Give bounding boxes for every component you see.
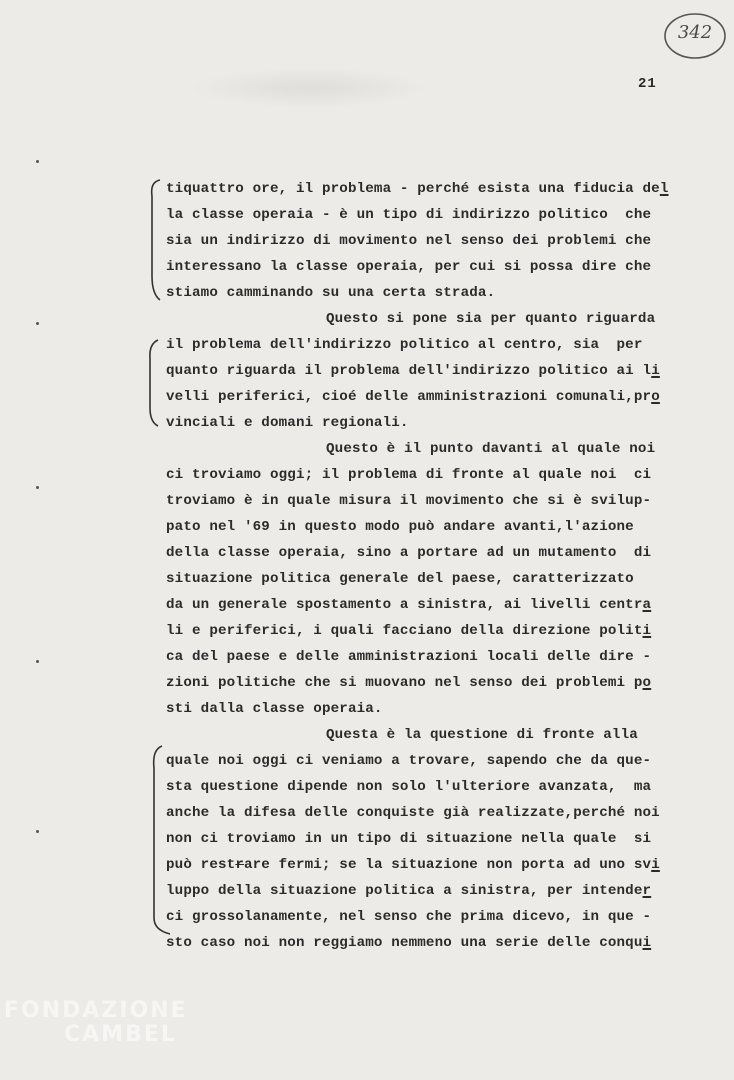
text-line: la classe operaia - è un tipo di indirizzo politico che — [166, 207, 652, 223]
text-line: da un generale spostamento a sinistra, ai livelli centra — [166, 597, 652, 613]
paragraph-start-line: Questo è il punto davanti al quale noi — [326, 441, 656, 457]
text-line: sti dalla classe operaia. — [166, 701, 383, 717]
margin-dot — [36, 322, 39, 325]
paragraph-start-line: Questa è la questione di fronte alla — [326, 727, 638, 743]
text-line: il problema dell'indirizzo politico al centro, sia per — [166, 337, 643, 353]
archive-number-stamp — [662, 10, 728, 62]
text-line: ci troviamo oggi; il problema di fronte al quale noi ci — [166, 467, 652, 483]
paper-smudge — [190, 68, 430, 108]
text-line: quanto riguarda il problema dell'indirizzo politico ai li — [166, 363, 660, 379]
text-line: li e periferici, i quali facciano della direzione politi — [166, 623, 652, 639]
text-line: stiamo camminando su una certa strada. — [166, 285, 496, 301]
archive-watermark: FONDAZIONE CAMBEL — [4, 998, 188, 1047]
text-line: ci grossolanamente, nel senso che prima dicevo, in que - — [166, 909, 652, 925]
text-line: sta questione dipende non solo l'ulteriore avanzata, ma — [166, 779, 652, 795]
text-line: ca del paese e delle amministrazioni locali delle dire - — [166, 649, 652, 665]
text-line: tiquattro ore, il problema - perché esista una fiducia del — [166, 181, 669, 197]
text-line: troviamo è in quale misura il movimento che si è svilup- — [166, 493, 652, 509]
archive-number: 342 — [677, 22, 713, 43]
page-number: 21 — [638, 76, 657, 92]
text-line: sto caso noi non reggiamo nemmeno una serie delle conqui — [166, 935, 652, 951]
text-line: anche la difesa delle conquiste già realizzate,perché noi — [166, 805, 660, 821]
text-line: sia un indirizzo di movimento nel senso dei problemi che — [166, 233, 652, 249]
text-line: interessano la classe operaia, per cui si possa dire che — [166, 259, 652, 275]
text-line: zioni politiche che si muovano nel senso dei problemi po — [166, 675, 652, 691]
text-line: pato nel '69 in questo modo può andare avanti,l'azione — [166, 519, 634, 535]
margin-dot — [36, 486, 39, 489]
text-line: situazione politica generale del paese, caratterizzato — [166, 571, 634, 587]
text-line: velli periferici, cioé delle amministrazioni comunali,pro — [166, 389, 660, 405]
text-line: vinciali e domani regionali. — [166, 415, 409, 431]
margin-dot — [36, 160, 39, 163]
margin-dot — [36, 830, 39, 833]
text-line: può restrare fermi; se la situazione non porta ad uno svi — [166, 857, 660, 873]
margin-dot — [36, 660, 39, 663]
paragraph-start-line: Questo si pone sia per quanto riguarda — [326, 311, 656, 327]
text-line: luppo della situazione politica a sinistra, per intender — [166, 883, 652, 899]
text-line: della classe operaia, sino a portare ad un mutamento di — [166, 545, 652, 561]
text-line: quale noi oggi ci veniamo a trovare, sapendo che da que- — [166, 753, 652, 769]
struck-letter: r — [235, 857, 244, 873]
text-line: non ci troviamo in un tipo di situazione nella quale si — [166, 831, 652, 847]
